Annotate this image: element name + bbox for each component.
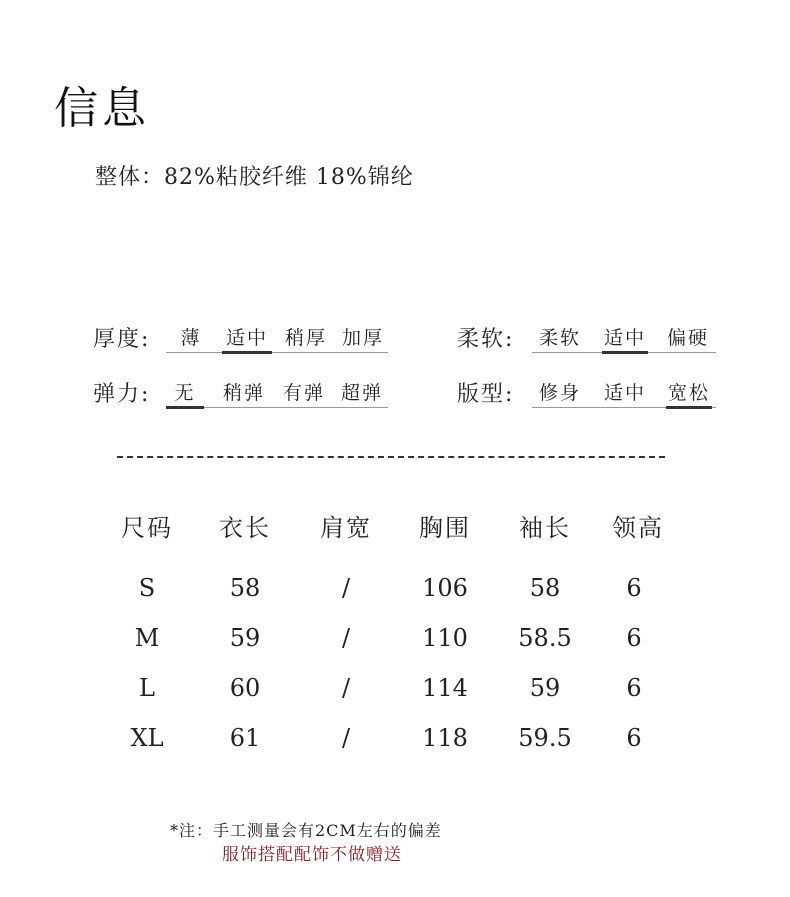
thickness-option-medium: 适中 [222, 323, 272, 352]
table-cell: 59 [229, 624, 261, 652]
table-cell: XL [130, 724, 164, 752]
measurement-note: *注：手工测量会有2CM左右的偏差 [170, 821, 442, 840]
elasticity-options [166, 377, 388, 408]
fit-options [532, 377, 716, 408]
table-cell: 58 [529, 574, 561, 602]
thickness-option-thin: 薄 [180, 327, 202, 349]
table-cell: 118 [422, 724, 468, 752]
table-cell: 58 [229, 574, 261, 602]
table-cell: 59 [529, 674, 561, 702]
table-cell: 106 [422, 574, 468, 602]
softness-option-medium: 适中 [602, 323, 648, 352]
header-collar: 领高 [612, 514, 664, 542]
fit-option-regular: 适中 [603, 382, 646, 404]
elasticity-option-none: 无 [166, 378, 204, 407]
table-cell: 6 [626, 574, 642, 602]
header-shoulder: 肩宽 [320, 514, 372, 542]
thickness-option-thicker: 稍厚 [284, 327, 327, 349]
softness-option-soft: 柔软 [538, 327, 581, 349]
accessories-note: 服饰搭配配饰不做赠送 [222, 845, 402, 865]
header-size: 尺码 [121, 514, 173, 542]
table-cell: 61 [229, 724, 261, 752]
header-length: 衣长 [219, 514, 271, 542]
thickness-label: 厚度: [93, 327, 151, 352]
table-cell: 6 [626, 724, 642, 752]
elasticity-option-super: 超弹 [340, 382, 383, 404]
softness-options [532, 322, 716, 353]
table-cell: / [341, 724, 351, 752]
table-cell: / [341, 624, 351, 652]
fabric-composition: 整体：82%粘胶纤维 18%锦纶 [95, 165, 414, 190]
softness-label: 柔软: [457, 327, 515, 352]
table-cell: 6 [626, 624, 642, 652]
table-cell: L [139, 674, 155, 702]
table-cell: 114 [422, 674, 468, 702]
elasticity-label: 弹力: [93, 382, 151, 407]
thickness-options [166, 322, 388, 353]
dashed-divider [117, 456, 665, 458]
table-cell: 110 [422, 624, 468, 652]
table-cell: 59.5 [518, 724, 572, 752]
table-cell: 60 [229, 674, 261, 702]
page-title: 信息 [54, 83, 150, 134]
table-cell: S [138, 574, 156, 602]
elasticity-option-elastic: 有弹 [282, 382, 325, 404]
fit-label: 版型: [457, 382, 515, 407]
table-cell: 6 [626, 674, 642, 702]
thickness-option-thick: 加厚 [341, 327, 384, 349]
elasticity-option-slight: 稍弹 [222, 382, 265, 404]
header-sleeve: 袖长 [519, 514, 571, 542]
fit-option-slim: 修身 [538, 382, 581, 404]
table-cell: / [341, 574, 351, 602]
table-cell: / [341, 674, 351, 702]
table-cell: M [134, 624, 160, 652]
fit-option-loose: 宽松 [666, 378, 712, 407]
softness-option-stiff: 偏硬 [666, 327, 709, 349]
table-cell: 58.5 [518, 624, 572, 652]
header-chest: 胸围 [419, 514, 471, 542]
